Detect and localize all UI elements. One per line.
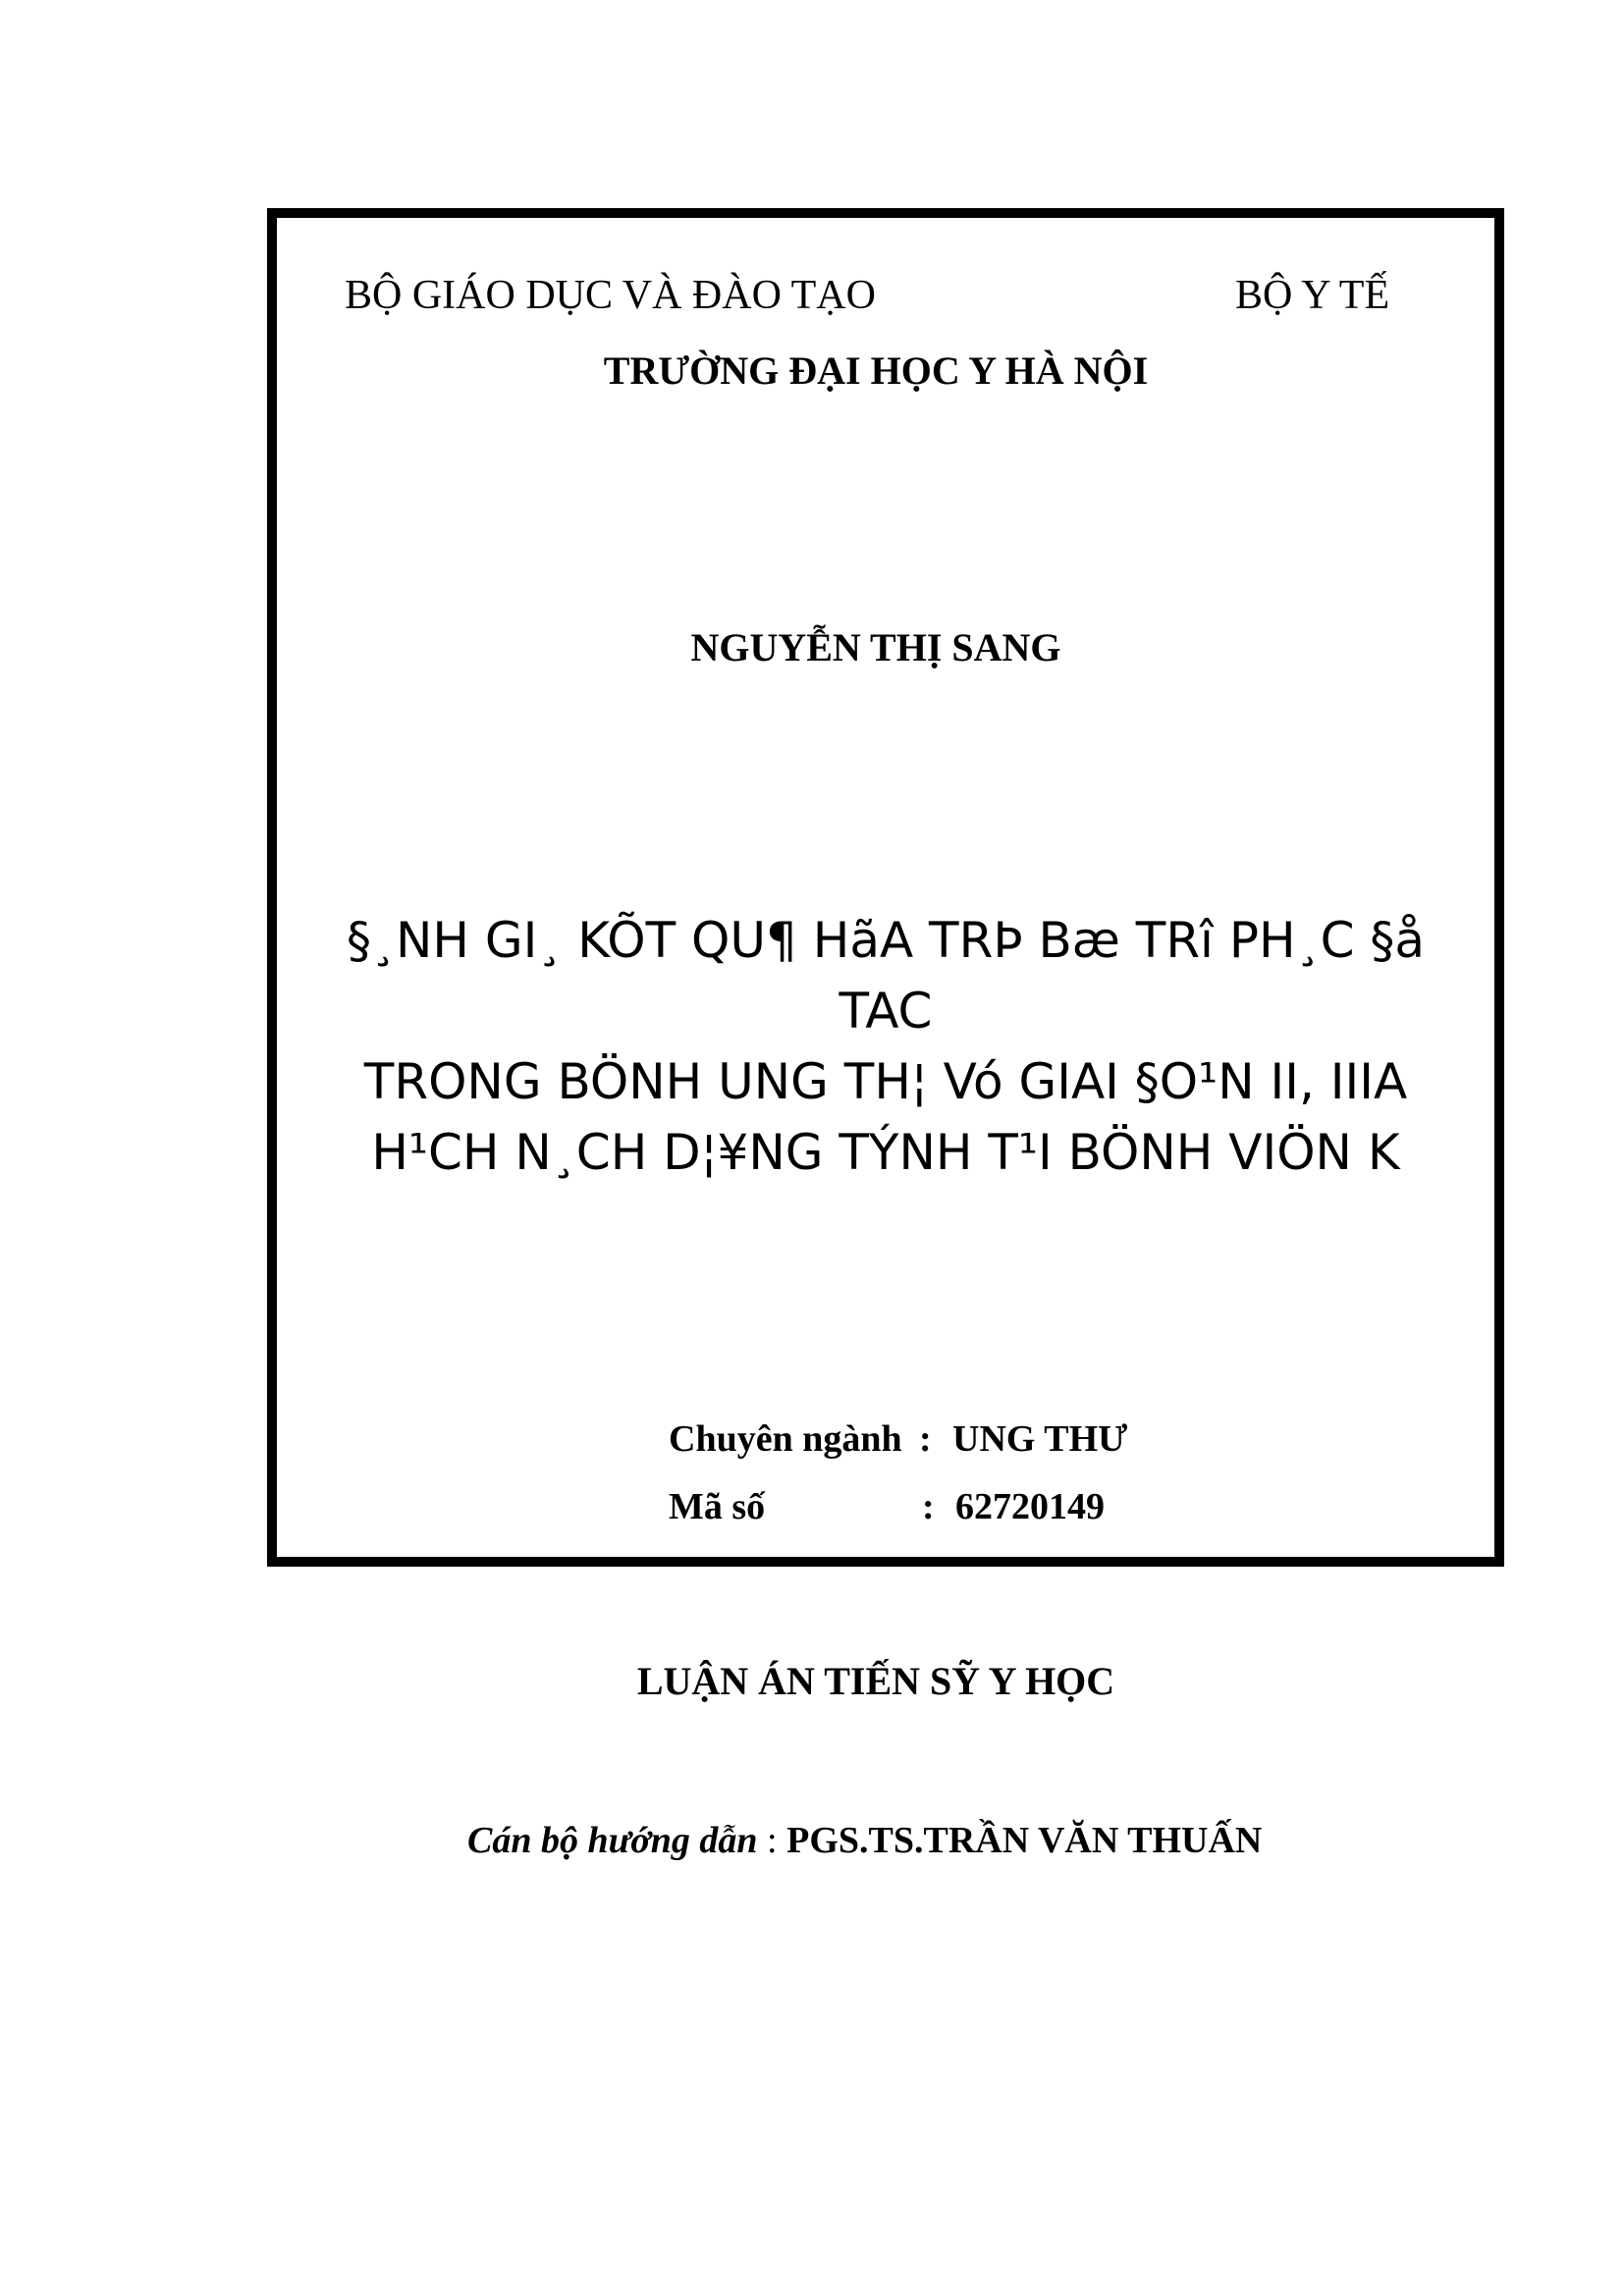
specialization-separator: : [919,1418,932,1460]
thesis-title-line: TAC [839,983,933,1040]
advisor-name: PGS.TS.TRẦN VĂN THUẤN [786,1820,1263,1861]
advisor-separator: : [757,1820,787,1861]
university-name: TRƯỜNG ĐẠI HỌC Y HÀ NỘI [603,348,1149,393]
code-separator: : [922,1486,935,1527]
page-border-frame [267,208,1504,1567]
thesis-title [267,905,1504,1188]
ministry-health-heading: BỘ Y TẾ [1235,273,1390,318]
code-value: 62720149 [955,1486,1105,1527]
ministry-education-heading: BỘ GIÁO DỤC VÀ ĐÀO TẠO [345,273,876,318]
degree-title: LUẬN ÁN TIẾN SỸ Y HỌC [636,1659,1115,1703]
advisor-line [467,1822,1262,1859]
code-label: Mã số [669,1486,766,1527]
thesis-title-line: TRONG BÖNH UNG TH¦ Vó GIAI §O¹N II, IIIA [363,1053,1408,1110]
advisor-label: Cán bộ hướng dẫn [467,1820,758,1861]
thesis-title-line: H¹CH N¸CH D¦¥NG TÝNH T¹I BÖNH VIÖN K [371,1124,1400,1181]
thesis-title-line: §¸NH GI¸ KÕT QU¶ HãA TRÞ Bæ TRî PH¸C §å [346,912,1426,969]
specialization-label: Chuyên ngành [669,1418,902,1460]
specialization-value: UNG THƯ [952,1418,1128,1460]
author-name: NGUYỄN THỊ SANG [690,625,1061,669]
